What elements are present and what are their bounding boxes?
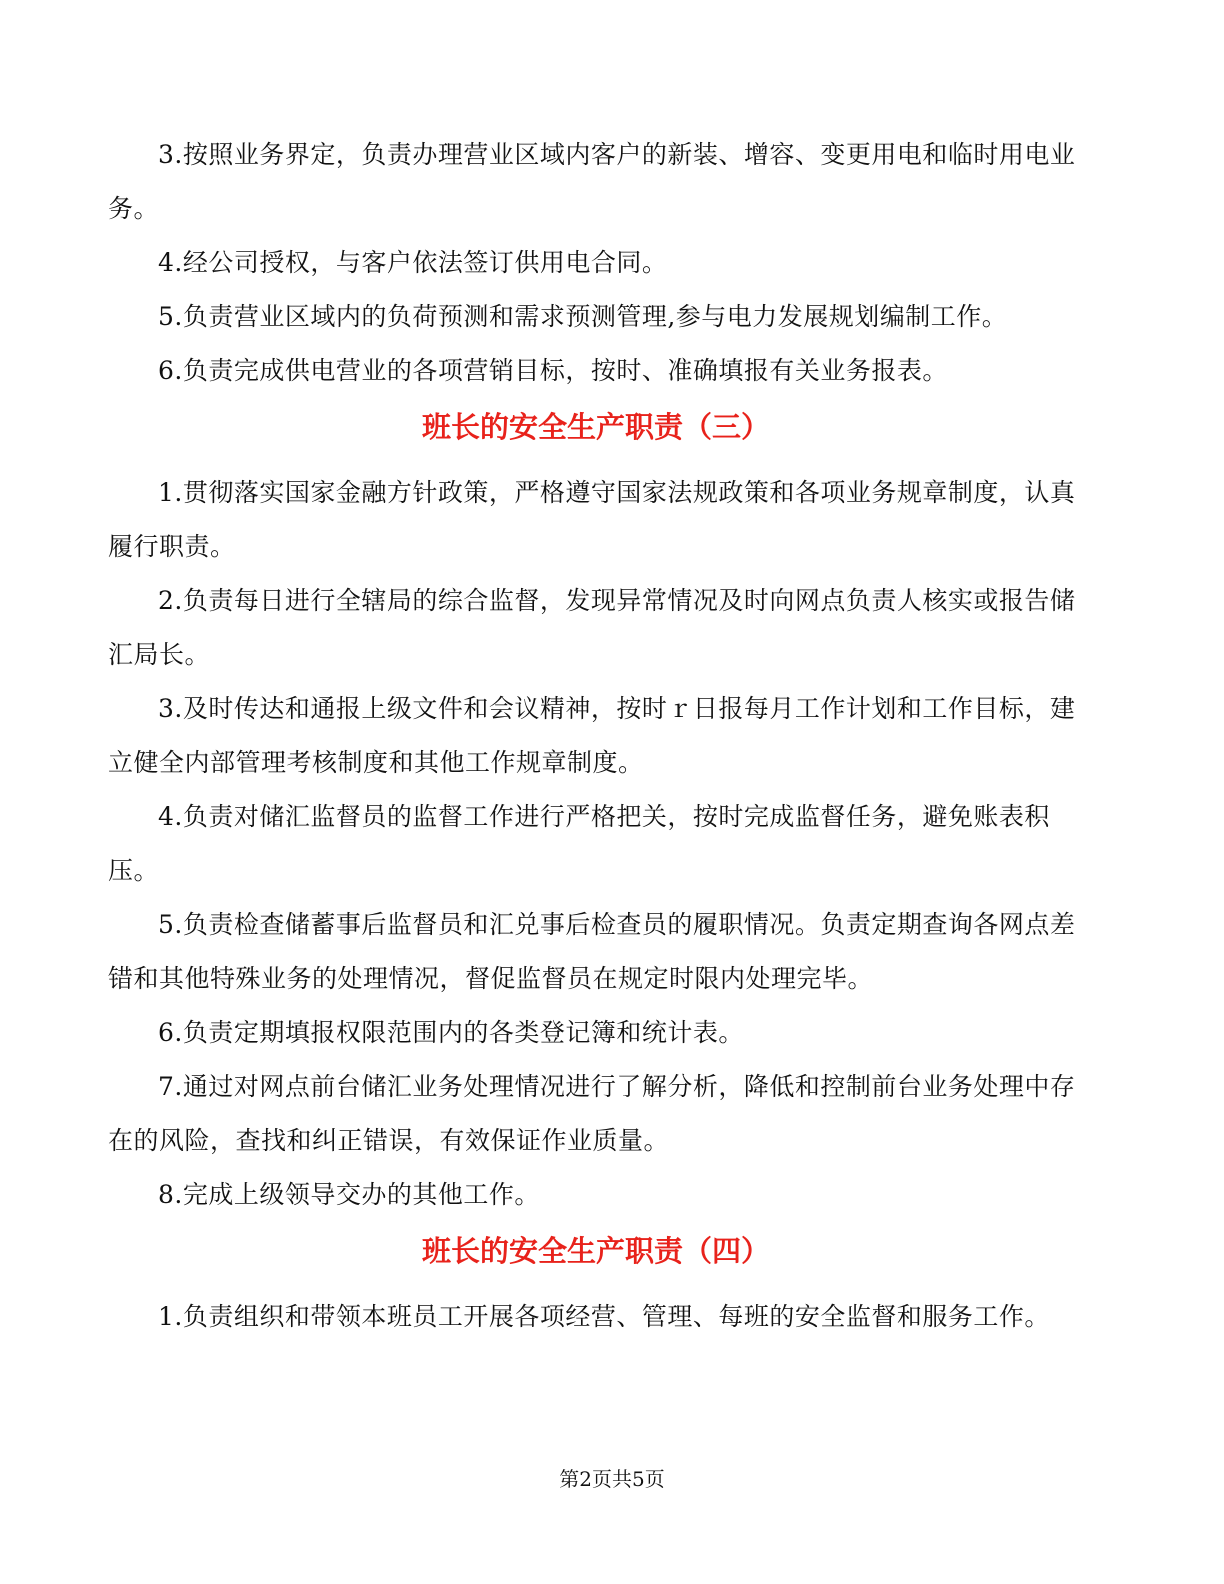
- paragraph: 1.贯彻落实国家金融方针政策，严格遵守国家法规政策和各项业务规章制度，认真履行职责。: [108, 478, 1076, 561]
- document-page: [108, 128, 1084, 1344]
- paragraph: 3.及时传达和通报上级文件和会议精神，按时ｒ日报每月工作计划和工作目标，建立健全内部管理考核制度和其他工作规章制度。: [108, 694, 1076, 777]
- paragraph: 1.负责组织和带领本班员工开展各项经营、管理、每班的安全监督和服务工作。: [158, 1302, 1050, 1331]
- paragraph: 4.负责对储汇监督员的监督工作进行严格把关，按时完成监督任务，避免账表积压。: [108, 802, 1050, 885]
- paragraph: 6.负责定期填报权限范围内的各类登记簿和统计表。: [158, 1018, 744, 1047]
- paragraph: 8.完成上级领导交办的其他工作。: [158, 1180, 540, 1209]
- paragraph: 6.负责完成供电营业的各项营销目标，按时、准确填报有关业务报表。: [158, 356, 948, 385]
- section-heading-4: 班长的安全生产职责（四）: [421, 1234, 770, 1268]
- paragraph: 5.负责营业区域内的负荷预测和需求预测管理,参与电力发展规划编制工作。: [158, 302, 1008, 331]
- paragraph: 5.负责检查储蓄事后监督员和汇兑事后检查员的履职情况。负责定期查询各网点差错和其他特殊业务的处理情况，督促监督员在规定时限内处理完毕。: [108, 910, 1076, 993]
- paragraph: 7.通过对网点前台储汇业务处理情况进行了解分析，降低和控制前台业务处理中存在的风险，查找和纠正错误，有效保证作业质量。: [108, 1072, 1076, 1155]
- paragraph: 4.经公司授权，与客户依法签订供用电合同。: [158, 248, 668, 277]
- paragraph: 2.负责每日进行全辖局的综合监督，发现异常情况及时向网点负责人核实或报告储汇局长。: [108, 586, 1076, 669]
- page-number: 第2页共5页: [559, 1467, 665, 1491]
- section-heading-3: 班长的安全生产职责（三）: [421, 410, 770, 444]
- paragraph: 3.按照业务界定，负责办理营业区域内客户的新装、增容、变更用电和临时用电业务。: [108, 140, 1076, 223]
